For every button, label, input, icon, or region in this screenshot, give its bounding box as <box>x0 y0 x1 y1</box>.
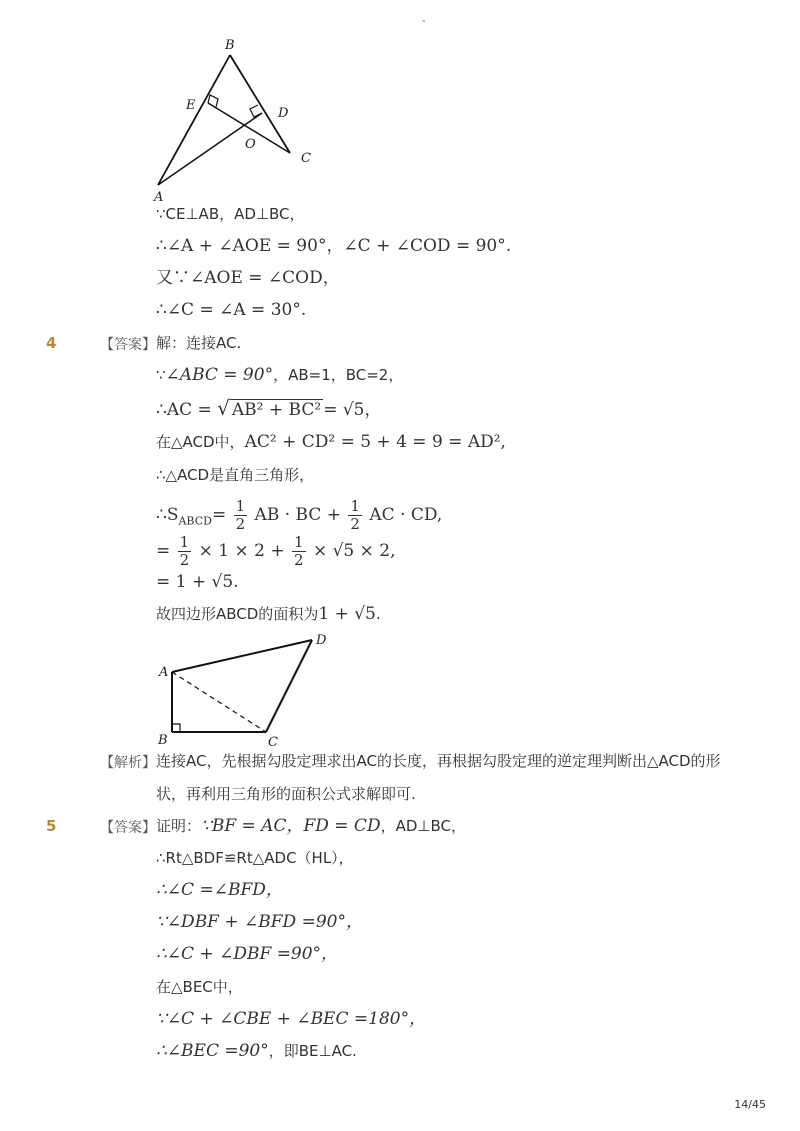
page-number: 14/45 <box>734 1098 766 1111</box>
question-number-4: 4 <box>46 334 57 352</box>
q5-line-7: ∴∠BEC =90°，即BE⊥AC. <box>156 1041 357 1061</box>
analysis-tag-4: 【解析】 <box>100 755 156 771</box>
q4-analysis-line-2: 状，再利用三角形的面积公式求解即可. <box>156 785 416 803</box>
q4-analysis-line-1: 连接AC，先根据勾股定理求出AC的长度，再根据勾股定理的逆定理判断出△ACD的形 <box>156 752 721 770</box>
q3-line-1: ∵CE⊥AB，AD⊥BC， <box>156 205 305 223</box>
quadrilateral-figure-2 <box>150 628 350 753</box>
q5-line-2: ∴∠C =∠BFD， <box>156 880 283 900</box>
q4-line-7: = 1 + √5. <box>156 572 239 592</box>
top-mark: - <box>422 16 426 27</box>
question-number-5: 5 <box>46 817 57 835</box>
label-B: B <box>158 733 168 748</box>
q4-line-5: $\therefore S_{ABCD}=$ $\frac{1}{2}$ AB · BC + $\frac{1}{2}$ AC · CD, <box>156 497 443 533</box>
q5-line-6: ∵∠C + ∠CBE + ∠BEC =180°， <box>156 1009 427 1029</box>
q5-line-4: ∴∠C + ∠DBF =90°， <box>156 944 339 964</box>
fraction-half: $\frac{1}{2}$ <box>350 497 360 533</box>
answer-tag-5: 【答案】 <box>100 820 156 836</box>
q4-line-4: ∴△ACD是直角三角形， <box>156 466 315 484</box>
q4-line-2: ∴AC = √ AB² + BC² = √5， <box>156 396 382 420</box>
q5-line-1: ∴Rt△BDF≌Rt△ADC（HL）， <box>156 849 354 867</box>
answer-tag-4: 【答案】 <box>100 337 156 353</box>
label-A: A <box>159 665 169 680</box>
label-B: B <box>225 38 235 53</box>
label-C: C <box>301 151 311 166</box>
fraction-half: $\frac{1}{2}$ <box>235 497 246 533</box>
label-A: A <box>154 190 164 205</box>
label-D: D <box>278 106 289 121</box>
fraction-half: $\frac{1}{2}$ <box>179 533 190 569</box>
label-E: E <box>186 98 196 113</box>
q5-line-3: ∵∠DBF + ∠BFD =90°， <box>156 912 363 932</box>
q4-line-6: = $\frac{1}{2}$ × 1 × 2 + $\frac{1}{2}$ × √5 × 2, <box>156 533 396 569</box>
label-C: C <box>268 735 278 750</box>
q3-line-2: ∴∠A + ∠AOE = 90°，∠C + ∠COD = 90°. <box>156 236 512 256</box>
q4-line-8: 故四边形ABCD的面积为1 + √5. <box>156 604 381 624</box>
q4-line-0: 解：连接AC. <box>156 334 242 352</box>
triangle-figure-1 <box>150 35 330 205</box>
q4-line-1: ∵∠ABC = 90°，AB=1，BC=2， <box>156 365 404 385</box>
q4-line-3: 在△ACD中，AC² + CD² = 5 + 4 = 9 = AD², <box>156 432 506 452</box>
q5-line-0: 证明：∵BF = AC，FD = CD，AD⊥BC， <box>156 816 466 836</box>
fraction-half: $\frac{1}{2}$ <box>294 533 304 569</box>
q3-line-3: 又∵∠AOE = ∠COD， <box>156 268 340 288</box>
q3-line-4: ∴∠C = ∠A = 30°. <box>156 300 307 320</box>
q5-line-5: 在△BEC中， <box>156 978 243 996</box>
label-O: O <box>245 137 256 152</box>
label-D: D <box>316 633 327 648</box>
